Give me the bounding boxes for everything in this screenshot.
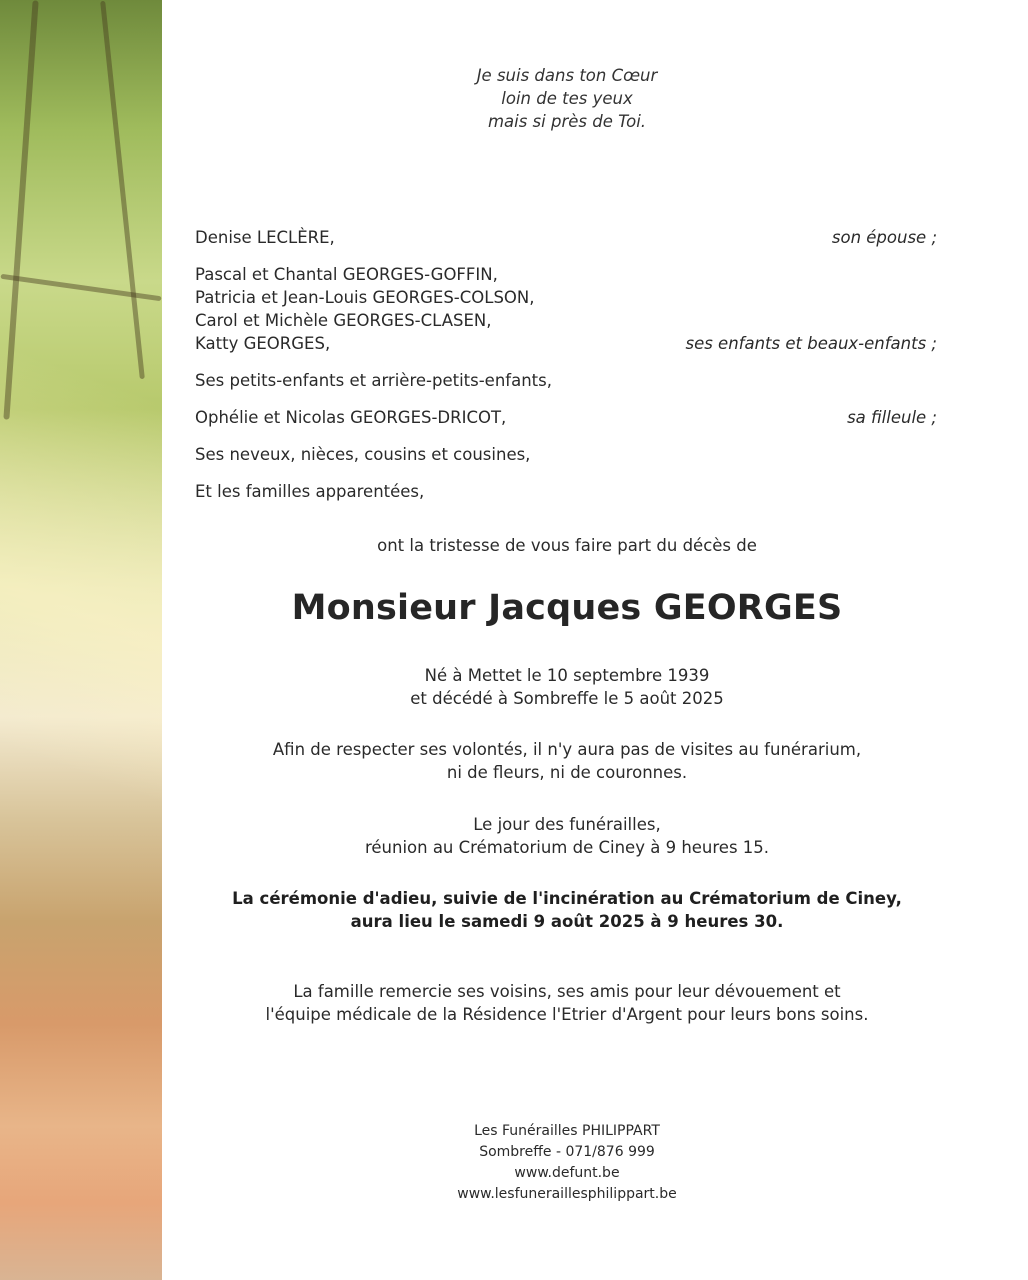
forest-path-photo: [0, 0, 162, 1280]
birth-line: Né à Mettet le 10 septembre 1939: [424, 666, 710, 685]
grandchildren-row: [195, 369, 937, 392]
child-row: [195, 263, 937, 286]
children-role: ses enfants et beaux-enfants ;: [685, 334, 937, 353]
wishes-line: ni de fleurs, ni de couronnes.: [446, 763, 688, 782]
families-row: [195, 480, 937, 503]
death-notice: [162, 0, 1028, 1280]
child-row: [195, 309, 937, 332]
death-line: et décédé à Sombreffe le 5 août 2025: [410, 689, 724, 708]
goddaughter-role: sa filleule ;: [847, 408, 937, 427]
child-name: Pascal et Chantal GEORGES-GOFFIN,: [195, 265, 498, 284]
family-list: [195, 226, 937, 503]
relatives-row: [195, 443, 937, 466]
child-row: [195, 286, 937, 309]
spouse-role: son épouse ;: [831, 228, 937, 247]
ceremony-paragraph: [162, 887, 972, 933]
birth-death-info: [162, 664, 972, 710]
memorial-poem: [162, 64, 972, 133]
grandchildren-text: Ses petits-enfants et arrière-petits-enfants,: [195, 371, 552, 390]
poem-line: Je suis dans ton Cœur: [476, 66, 658, 85]
spouse-row: [195, 226, 937, 249]
relatives-text: Ses neveux, nièces, cousins et cousines,: [195, 445, 531, 464]
families-text: Et les familles apparentées,: [195, 482, 425, 501]
wishes-line: Afin de respecter ses volontés, il n'y aura pas de visites au funérarium,: [272, 740, 862, 759]
child-name: Carol et Michèle GEORGES-CLASEN,: [195, 311, 492, 330]
ceremony-line: aura lieu le samedi 9 août 2025 à 9 heures 30.: [350, 912, 784, 931]
gathering-line: Le jour des funérailles,: [473, 815, 661, 834]
poem-line: mais si près de Toi.: [487, 112, 647, 131]
thanks-line: La famille remercie ses voisins, ses amis pour leur dévouement et: [293, 982, 841, 1001]
thanks-line: l'équipe médicale de la Résidence l'Etrier d'Argent pour leurs bons soins.: [265, 1005, 869, 1024]
website-link[interactable]: www.lesfuneraillesphilippart.be: [457, 1186, 677, 1202]
child-name: Patricia et Jean-Louis GEORGES-COLSON,: [195, 288, 535, 307]
ceremony-line: La cérémonie d'adieu, suivie de l'incinération au Crématorium de Ciney,: [232, 889, 902, 908]
wishes-paragraph: [162, 738, 972, 784]
deceased-name: Monsieur Jacques GEORGES: [291, 588, 843, 628]
child-name: Katty GEORGES,: [195, 334, 331, 353]
goddaughter-row: [195, 406, 937, 429]
announcement: ont la tristesse de vous faire part du décès de: [377, 536, 757, 555]
funeral-home-phone: Sombreffe - 071/876 999: [479, 1144, 655, 1160]
funeral-home-footer: [162, 1121, 972, 1205]
goddaughter-name: Ophélie et Nicolas GEORGES-DRICOT,: [195, 408, 507, 427]
poem-line: loin de tes yeux: [501, 89, 633, 108]
gathering-paragraph: [162, 813, 972, 859]
gathering-line: réunion au Crématorium de Ciney à 9 heures 15.: [364, 838, 770, 857]
spouse-name: Denise LECLÈRE,: [195, 228, 335, 247]
funeral-home-name: Les Funérailles PHILIPPART: [474, 1123, 660, 1139]
thanks-paragraph: [162, 980, 972, 1026]
website-link[interactable]: www.defunt.be: [514, 1165, 620, 1181]
child-row: [195, 332, 937, 355]
